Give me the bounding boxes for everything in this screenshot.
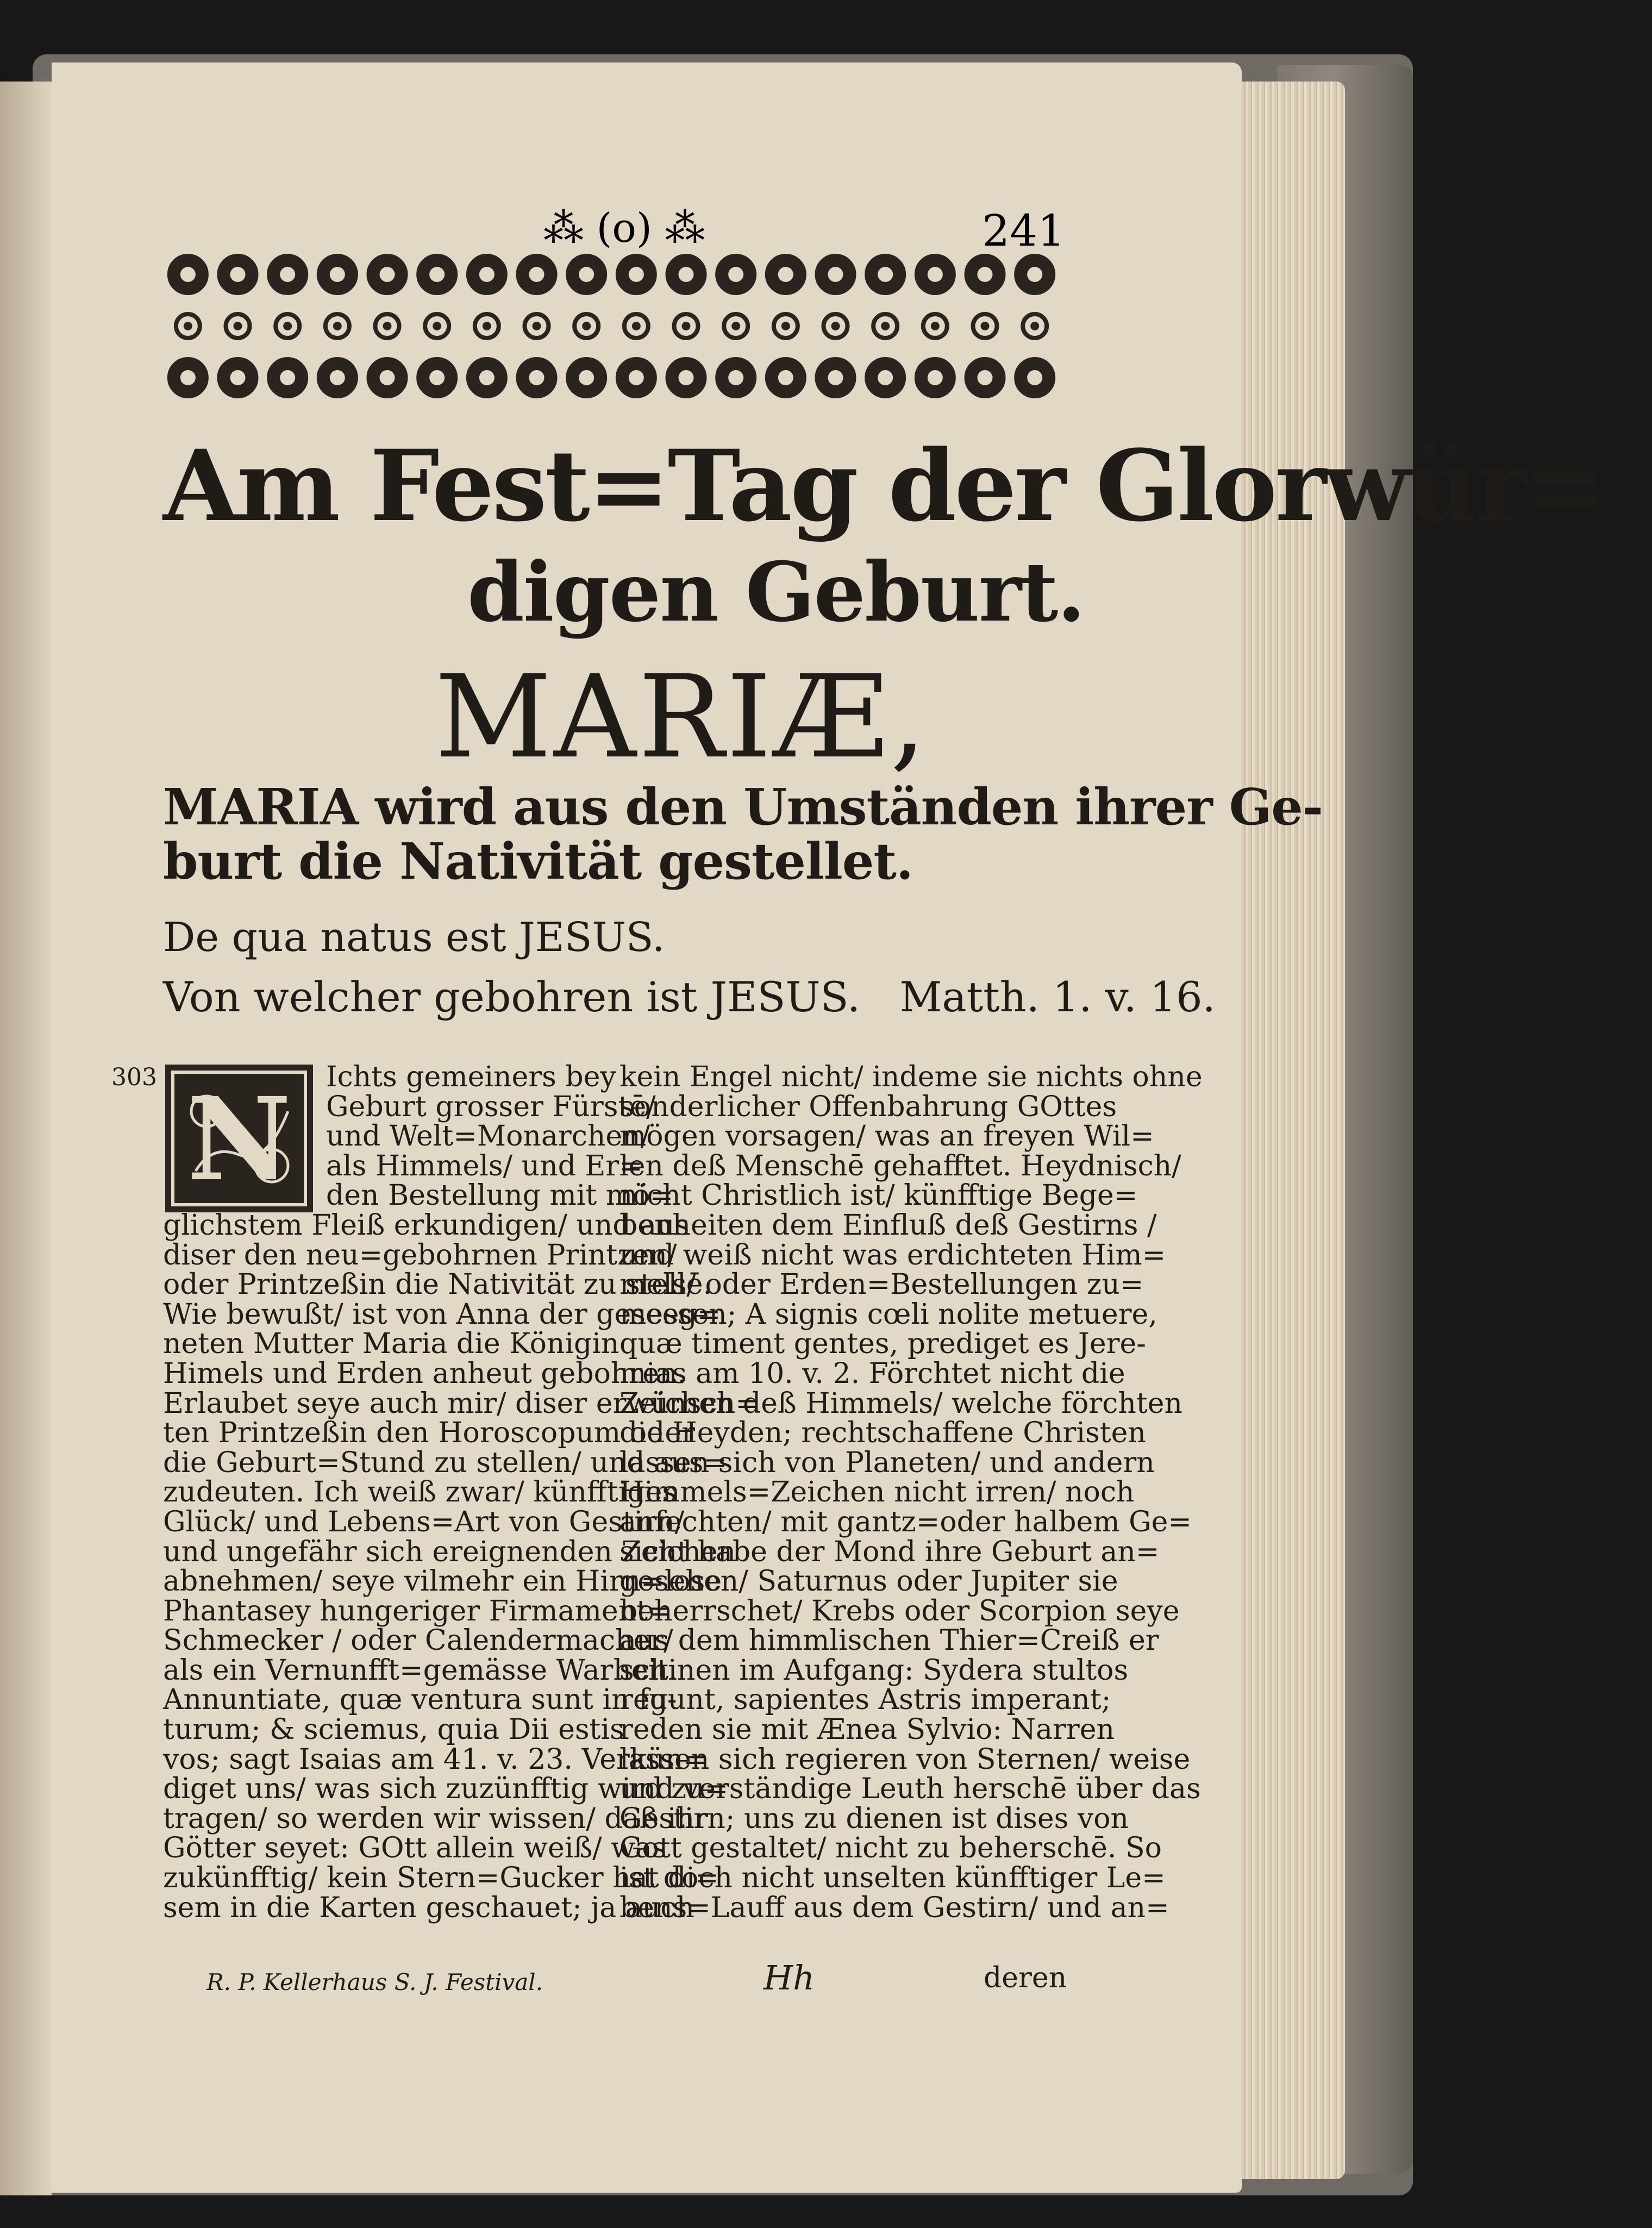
text-line: und Welt=Monarchen/ xyxy=(326,1120,650,1153)
left-text-column xyxy=(163,1061,759,1924)
ornament-tile xyxy=(525,314,549,338)
ornament-tile xyxy=(668,256,705,293)
ornament-tile xyxy=(917,359,954,396)
ornament-tile xyxy=(717,359,754,396)
german-quote-line xyxy=(163,973,1216,1022)
ornament-tile xyxy=(967,256,1004,293)
ornament-tile xyxy=(468,256,505,293)
text-line: und verständige Leuth herschē über das xyxy=(620,1773,1201,1806)
header-ornament: ⁂ (o) ⁂ xyxy=(543,205,705,252)
text-line: Geburt grosser Fürstē/ xyxy=(326,1090,656,1123)
text-line: sem in die Karten geschauet; ja auch xyxy=(163,1891,694,1924)
text-line: Erlaubet seye auch mir/ diser erwünsch= xyxy=(163,1387,759,1420)
ornament-tile xyxy=(1016,256,1053,293)
text-line: und weiß nicht was erdichteten Him= xyxy=(620,1238,1166,1272)
ornament-tile xyxy=(923,314,947,338)
text-line: Schmecker / oder Calendermacher/ xyxy=(163,1624,673,1657)
initial-letter: N xyxy=(187,1072,291,1206)
right-text-column xyxy=(620,1061,1203,1924)
text-line: vos; sagt Isaias am 41. v. 23. Verkün= xyxy=(163,1743,707,1776)
text-line: beherrschet/ Krebs oder Scorpion seye xyxy=(620,1594,1180,1628)
ornament-tile xyxy=(767,359,804,396)
text-line: Himmels=Zeichen nicht irren/ noch xyxy=(620,1476,1135,1509)
text-line: aus dem himmlischen Thier=Creiß er xyxy=(620,1624,1159,1657)
ornamental-band xyxy=(163,250,1060,402)
ornament-tile xyxy=(917,256,954,293)
text-line: quæ timent gentes, prediget es Jere- xyxy=(620,1328,1146,1361)
ornament-tile xyxy=(817,359,854,396)
text-line: Zeichen deß Himmels/ welche förchten xyxy=(620,1387,1183,1420)
text-line: die Geburt=Stund zu stellen/ und aus= xyxy=(163,1446,727,1479)
text-line: glichstem Fleiß erkundigen/ und aus xyxy=(163,1209,690,1242)
ornament-tile xyxy=(518,256,555,293)
ornament-tile xyxy=(774,314,798,338)
ornament-tile xyxy=(817,256,854,293)
ornament-tile xyxy=(724,314,748,338)
footer-catchword: deren xyxy=(984,1962,1067,1994)
ornament-tile xyxy=(717,256,754,293)
text-line: lassen sich regieren von Sternen/ weise xyxy=(620,1743,1191,1776)
text-line: kein Engel nicht/ indeme sie nichts ohne xyxy=(620,1061,1203,1093)
footer-signature: Hh xyxy=(764,1958,815,1998)
ornament-tile xyxy=(1016,359,1053,396)
text-line: und ungefähr sich ereignenden Zeichen xyxy=(163,1535,736,1568)
ornament-tile xyxy=(176,314,200,338)
text-line: diser den neu=gebohrnen Printzen/ xyxy=(163,1238,677,1272)
text-line: len deß Menschē gehafftet. Heydnisch/ xyxy=(620,1149,1181,1182)
ornament-tile xyxy=(873,314,897,338)
text-line: tragen/ so werden wir wissen/ daß ihr xyxy=(163,1802,708,1835)
ornament-tile xyxy=(767,256,804,293)
ornament-tile xyxy=(518,359,555,396)
ornament-tile xyxy=(369,256,406,293)
text-line: gesehen/ Saturnus oder Jupiter sie xyxy=(620,1565,1118,1598)
facing-page-edge xyxy=(0,82,52,2195)
ornament-tile xyxy=(226,314,250,338)
text-line: Phantasey hungeriger Firmament= xyxy=(163,1594,672,1628)
latin-quote: De qua natus est JESUS. xyxy=(163,914,665,961)
ornament-tile xyxy=(475,314,499,338)
text-line: mels/ oder Erden=Bestellungen zu= xyxy=(620,1268,1144,1301)
ornament-tile xyxy=(220,256,256,293)
text-line: Glück/ und Lebens=Art von Gestirn/ xyxy=(163,1505,685,1538)
ornament-tile xyxy=(269,359,306,396)
text-line: nicht Christlich ist/ künfftige Bege= xyxy=(620,1179,1138,1212)
page-edges xyxy=(1242,82,1345,2179)
ornament-tile xyxy=(867,256,904,293)
ornament-tile xyxy=(220,359,256,396)
page-number: 241 xyxy=(982,205,1065,256)
ornament-tile xyxy=(319,256,356,293)
ornament-tile xyxy=(326,314,349,338)
text-line: anfechten/ mit gantz=oder halbem Ge= xyxy=(620,1505,1192,1538)
text-line: regunt, sapientes Astris imperant; xyxy=(620,1683,1111,1717)
text-line: sicht habe der Mond ihre Geburt an= xyxy=(620,1535,1160,1568)
ornament-tile xyxy=(1023,314,1047,338)
text-line: Gott gestaltet/ nicht zu beherschē. So xyxy=(620,1832,1162,1865)
text-line: Wie bewußt/ ist von Anna der geseeg= xyxy=(163,1298,721,1331)
bible-citation: Matth. 1. v. 16. xyxy=(899,973,1216,1021)
text-line: mögen vorsagen/ was an freyen Wil= xyxy=(620,1120,1154,1153)
text-line: bens=Lauff aus dem Gestirn/ und an= xyxy=(620,1891,1169,1924)
ornament-tile xyxy=(967,359,1004,396)
running-header xyxy=(163,205,1065,256)
text-line: sonderlicher Offenbahrung GOttes xyxy=(620,1090,1117,1123)
text-line: Gestirn; uns zu dienen ist dises von xyxy=(620,1802,1129,1835)
subtitle-line-2: burt die Nativität gestellet. xyxy=(163,832,913,891)
text-line: den Bestellung mit mö= xyxy=(326,1179,674,1212)
ornament-tile xyxy=(418,359,455,396)
text-line: diget uns/ was sich zuzünfftig wird zu= xyxy=(163,1773,729,1806)
margin-number: 303 xyxy=(111,1063,157,1091)
ornament-tile xyxy=(376,314,399,338)
german-quote: Von welcher gebohren ist JESUS. xyxy=(163,973,861,1021)
title-line-2: digen Geburt. xyxy=(467,545,1085,640)
ornament-tile xyxy=(973,314,997,338)
text-line: schinen im Aufgang: Sydera stultos xyxy=(620,1654,1129,1687)
text-line: messen; A signis cœli nolite metuere, xyxy=(620,1298,1157,1331)
ornament-tile xyxy=(369,359,406,396)
title-name: MARIÆ, xyxy=(435,650,929,784)
ornament-tile xyxy=(418,256,455,293)
text-line: Götter seyet: GOtt allein weiß/ was xyxy=(163,1832,667,1865)
text-line: Himels und Erden anheut gebohren. xyxy=(163,1357,687,1390)
ornament-tile xyxy=(668,359,705,396)
text-line: Ichts gemeiners bey xyxy=(326,1061,616,1093)
ornament-tile xyxy=(618,256,655,293)
ornament-tile xyxy=(425,314,449,338)
subtitle-line-1: MARIA wird aus den Umständen ihrer Ge- xyxy=(163,778,1323,836)
ornament-tile xyxy=(468,359,505,396)
ornament-tile xyxy=(269,256,306,293)
text-line: mias am 10. v. 2. Förchtet nicht die xyxy=(620,1357,1125,1390)
text-line: ist doch nicht unselten künfftiger Le= xyxy=(620,1862,1166,1895)
text-line: oder Printzeßin die Nativität zu stellē. xyxy=(163,1268,712,1301)
ornament-tile xyxy=(568,256,605,293)
text-line: zudeuten. Ich weiß zwar/ künfftiges xyxy=(163,1476,677,1509)
ornament-tile xyxy=(674,314,698,338)
ornament-tile xyxy=(624,314,648,338)
text-line: Annuntiate, quæ ventura sunt in fu- xyxy=(163,1683,677,1717)
ornament-tile xyxy=(824,314,848,338)
text-line: als Himmels/ und Er= xyxy=(326,1149,643,1182)
ornament-tile xyxy=(170,359,206,396)
ornament-tile xyxy=(618,359,655,396)
text-line: reden sie mit Ænea Sylvio: Narren xyxy=(620,1713,1115,1747)
ornament-tile xyxy=(574,314,598,338)
ornament-tile xyxy=(276,314,299,338)
ornament-tile xyxy=(867,359,904,396)
text-line: turum; & sciemus, quia Dii estis xyxy=(163,1713,624,1747)
text-line: neten Mutter Maria die Königin xyxy=(163,1328,620,1361)
text-line: abnehmen/ seye vilmehr ein Hirn=lose xyxy=(163,1565,722,1598)
text-line: die Heyden; rechtschaffene Christen xyxy=(620,1417,1146,1450)
text-line: ten Printzeßin den Horoscopum oder xyxy=(163,1417,695,1450)
ornament-tile xyxy=(319,359,356,396)
footer-source: R. P. Kellerhaus S. J. Festival. xyxy=(206,1969,543,1995)
title-line-1: Am Fest=Tag der Glorwür= xyxy=(163,429,1605,543)
text-line: benheiten dem Einfluß deß Gestirns / xyxy=(620,1209,1157,1242)
text-line: als ein Vernunfft=gemässe Warheit. xyxy=(163,1654,678,1687)
text-line: lassen sich von Planeten/ und andern xyxy=(620,1446,1155,1479)
text-line: zukünfftig/ kein Stern=Gucker hat di= xyxy=(163,1862,719,1895)
ornament-tile xyxy=(568,359,605,396)
ornament-tile xyxy=(170,256,206,293)
